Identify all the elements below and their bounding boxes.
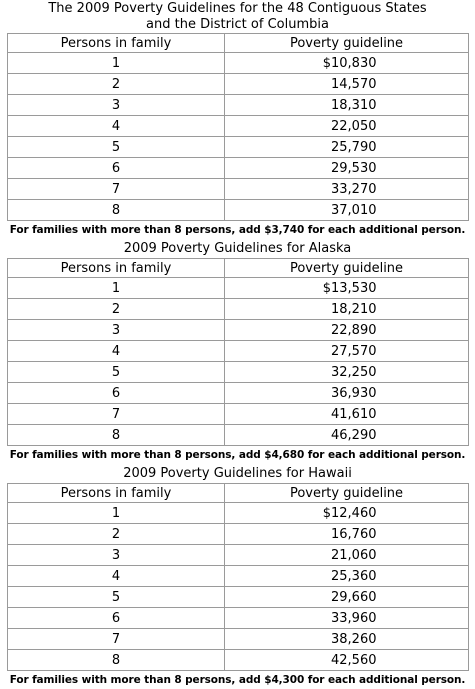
table-row <box>8 74 469 95</box>
persons-cell: 5 <box>8 362 225 383</box>
guideline-cell: $13,530 <box>225 278 469 299</box>
table-row <box>8 362 469 383</box>
table-header-row <box>8 259 469 278</box>
col-header-guideline: Poverty guideline <box>225 34 469 53</box>
persons-cell: 8 <box>8 425 225 446</box>
col-header-guideline: Poverty guideline <box>225 259 469 278</box>
additional-person-note: For families with more than 8 persons, add $4,300 for each additional person. <box>9 674 466 686</box>
table-row <box>8 629 469 650</box>
poverty-guidelines-document <box>7 0 468 689</box>
table-row <box>8 179 469 200</box>
table-title-line1: The 2009 Poverty Guidelines for the 48 Contiguous States <box>48 1 427 16</box>
guideline-cell: 32,250 <box>225 362 469 383</box>
persons-cell: 2 <box>8 74 225 95</box>
guideline-cell: 42,560 <box>225 650 469 671</box>
table-title: 2009 Poverty Guidelines for Alaska <box>123 241 352 256</box>
persons-cell: 4 <box>8 341 225 362</box>
persons-cell: 1 <box>8 503 225 524</box>
persons-cell: 2 <box>8 524 225 545</box>
table-row <box>8 320 469 341</box>
col-header-persons: Persons in family <box>8 259 225 278</box>
col-header-guideline: Poverty guideline <box>225 484 469 503</box>
persons-cell: 1 <box>8 278 225 299</box>
guideline-cell: 38,260 <box>225 629 469 650</box>
col-header-persons: Persons in family <box>8 484 225 503</box>
guideline-cell: 33,270 <box>225 179 469 200</box>
persons-cell: 7 <box>8 629 225 650</box>
persons-cell: 5 <box>8 137 225 158</box>
table-title: 2009 Poverty Guidelines for Hawaii <box>123 466 352 481</box>
persons-cell: 3 <box>8 320 225 341</box>
persons-cell: 7 <box>8 179 225 200</box>
guideline-cell: 33,960 <box>225 608 469 629</box>
persons-cell: 6 <box>8 608 225 629</box>
persons-cell: 6 <box>8 158 225 179</box>
table-row <box>8 503 469 524</box>
table-row <box>8 158 469 179</box>
guideline-cell: 36,930 <box>225 383 469 404</box>
guideline-cell: $10,830 <box>225 53 469 74</box>
guideline-cell: 46,290 <box>225 425 469 446</box>
persons-cell: 3 <box>8 545 225 566</box>
guideline-cell: $12,460 <box>225 503 469 524</box>
table-hawaii <box>7 464 468 689</box>
table-row <box>8 524 469 545</box>
table-title-line2: and the District of Columbia <box>146 17 329 32</box>
guideline-cell: 22,890 <box>225 320 469 341</box>
table-row <box>8 299 469 320</box>
guideline-cell: 16,760 <box>225 524 469 545</box>
table-row <box>8 404 469 425</box>
table-row <box>8 650 469 671</box>
guideline-cell: 29,660 <box>225 587 469 608</box>
persons-cell: 7 <box>8 404 225 425</box>
guideline-cell: 14,570 <box>225 74 469 95</box>
table-row <box>8 383 469 404</box>
table-row <box>8 116 469 137</box>
table-title <box>7 1 468 33</box>
guideline-table <box>7 258 469 446</box>
persons-cell: 3 <box>8 95 225 116</box>
table-row <box>8 341 469 362</box>
guideline-cell: 22,050 <box>225 116 469 137</box>
table-row <box>8 137 469 158</box>
table-row <box>8 587 469 608</box>
guideline-cell: 41,610 <box>225 404 469 425</box>
guideline-table <box>7 483 469 671</box>
guideline-cell: 25,360 <box>225 566 469 587</box>
table-row <box>8 545 469 566</box>
table-row <box>8 425 469 446</box>
table-row <box>8 278 469 299</box>
persons-cell: 6 <box>8 383 225 404</box>
guideline-table <box>7 33 469 221</box>
table-row <box>8 608 469 629</box>
table-row <box>8 53 469 74</box>
additional-person-note: For families with more than 8 persons, add $3,740 for each additional person. <box>9 224 466 236</box>
guideline-cell: 21,060 <box>225 545 469 566</box>
persons-cell: 4 <box>8 116 225 137</box>
table-row <box>8 566 469 587</box>
persons-cell: 5 <box>8 587 225 608</box>
persons-cell: 2 <box>8 299 225 320</box>
table-row <box>8 200 469 221</box>
persons-cell: 1 <box>8 53 225 74</box>
guideline-cell: 29,530 <box>225 158 469 179</box>
persons-cell: 4 <box>8 566 225 587</box>
table-alaska <box>7 239 468 464</box>
guideline-cell: 25,790 <box>225 137 469 158</box>
persons-cell: 8 <box>8 200 225 221</box>
table-contiguous-states <box>7 1 468 239</box>
col-header-persons: Persons in family <box>8 34 225 53</box>
guideline-cell: 18,310 <box>225 95 469 116</box>
persons-cell: 8 <box>8 650 225 671</box>
guideline-cell: 18,210 <box>225 299 469 320</box>
table-row <box>8 95 469 116</box>
table-header-row <box>8 34 469 53</box>
table-header-row <box>8 484 469 503</box>
guideline-cell: 37,010 <box>225 200 469 221</box>
guideline-cell: 27,570 <box>225 341 469 362</box>
additional-person-note: For families with more than 8 persons, add $4,680 for each additional person. <box>9 449 466 461</box>
